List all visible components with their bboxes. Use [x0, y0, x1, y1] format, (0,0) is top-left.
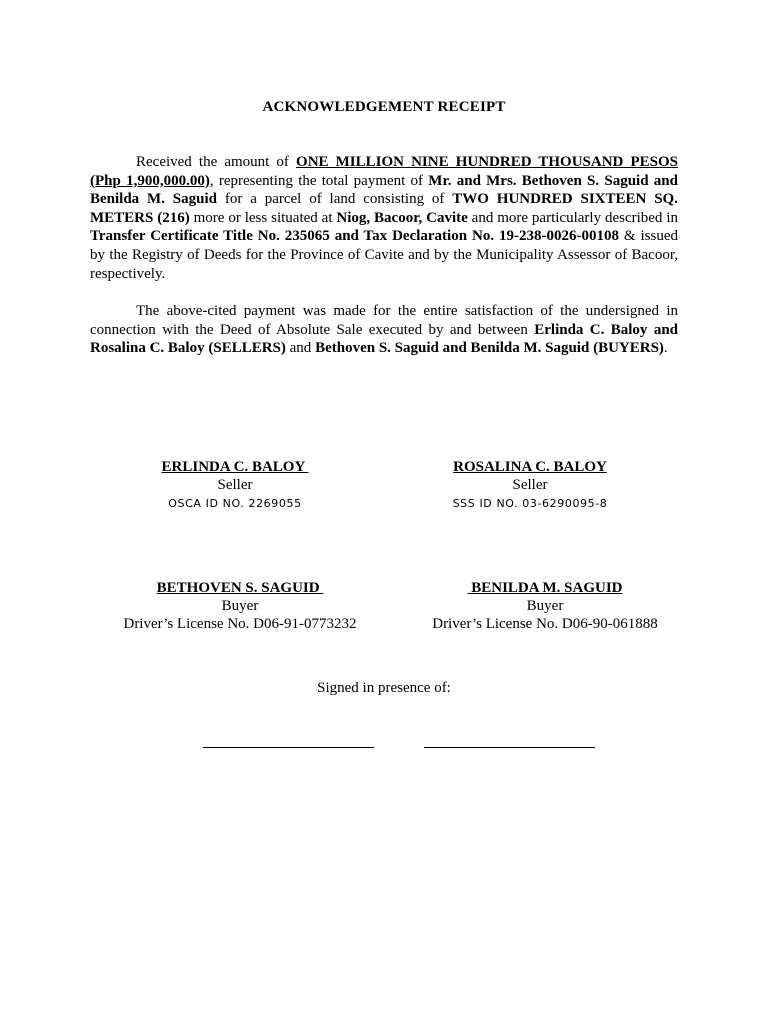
text-segment: and — [285, 340, 316, 357]
text-segment: The above-cited payment was made for the entire satisfaction of the undersigned in connection with the Deed of Absolute Sale executed by and between — [90, 303, 678, 338]
title-declaration-numbers: Transfer Certificate Title No. 235065 and Tax Declaration No. 19-238-0026-00108 — [90, 228, 619, 245]
signatory-license: Driver’s License No. D06-90-061888 — [432, 616, 658, 632]
document-title: ACKNOWLEDGEMENT RECEIPT — [262, 99, 506, 115]
witness-signature-line — [203, 747, 374, 748]
signatory-license: Driver’s License No. D06-91-0773232 — [123, 616, 357, 632]
buyers-names: Mr. and Mrs. Bethoven S. Saguid and Benilda M. Saguid — [90, 172, 678, 208]
text-segment: more or less situated at — [189, 209, 337, 226]
text-segment: for a parcel of land consisting of — [217, 191, 453, 208]
land-area: TWO HUNDRED SIXTEEN SQ. METERS (216) — [90, 191, 678, 226]
signatory-role: Buyer — [221, 598, 259, 614]
signatory-name: ERLINDA C. BALOY — [161, 459, 309, 475]
signatory-seller-2 — [395, 458, 665, 513]
signatory-buyer-1 — [95, 579, 385, 633]
signatory-id: SSS ID NO. 03-6290095-8 — [452, 497, 608, 510]
text-segment: & issued by the Registry of Deeds for the Province of Cavite and by the Municipality Assessor of Bacoor, respectively. — [90, 228, 678, 282]
signatory-id: OSCA ID NO. 2269055 — [168, 497, 302, 510]
signatory-name: ROSALINA C. BALOY — [453, 459, 607, 475]
buyers-names: Bethoven S. Saguid and Benilda M. Saguid (BUYERS) — [315, 340, 664, 357]
text-segment: , representing the total payment of — [209, 172, 429, 189]
signatory-name: BETHOVEN S. SAGUID — [156, 580, 324, 596]
text-segment: and more particularly described in — [467, 209, 678, 226]
signatory-role: Seller — [217, 477, 253, 493]
signatory-name: BENILDA M. SAGUID — [467, 580, 623, 596]
signatory-role: Seller — [512, 477, 548, 493]
land-location: Niog, Bacoor, Cavite — [336, 209, 468, 226]
receipt-paragraph — [90, 153, 678, 283]
text-segment: . — [663, 340, 668, 357]
sellers-names: Erlinda C. Baloy and Rosalina C. Baloy (SELLERS) — [90, 321, 678, 357]
signatory-role: Buyer — [526, 598, 564, 614]
payment-paragraph — [90, 302, 678, 358]
signatory-seller-1 — [100, 458, 370, 513]
text-segment: Received the amount of — [136, 154, 297, 170]
witness-label: Signed in presence of: — [317, 680, 451, 696]
signatory-buyer-2 — [400, 579, 690, 633]
witness-signature-line — [424, 747, 595, 748]
amount-text: ONE MILLION NINE HUNDRED THOUSAND PESOS (Php 1,900,000.00) — [90, 154, 678, 189]
